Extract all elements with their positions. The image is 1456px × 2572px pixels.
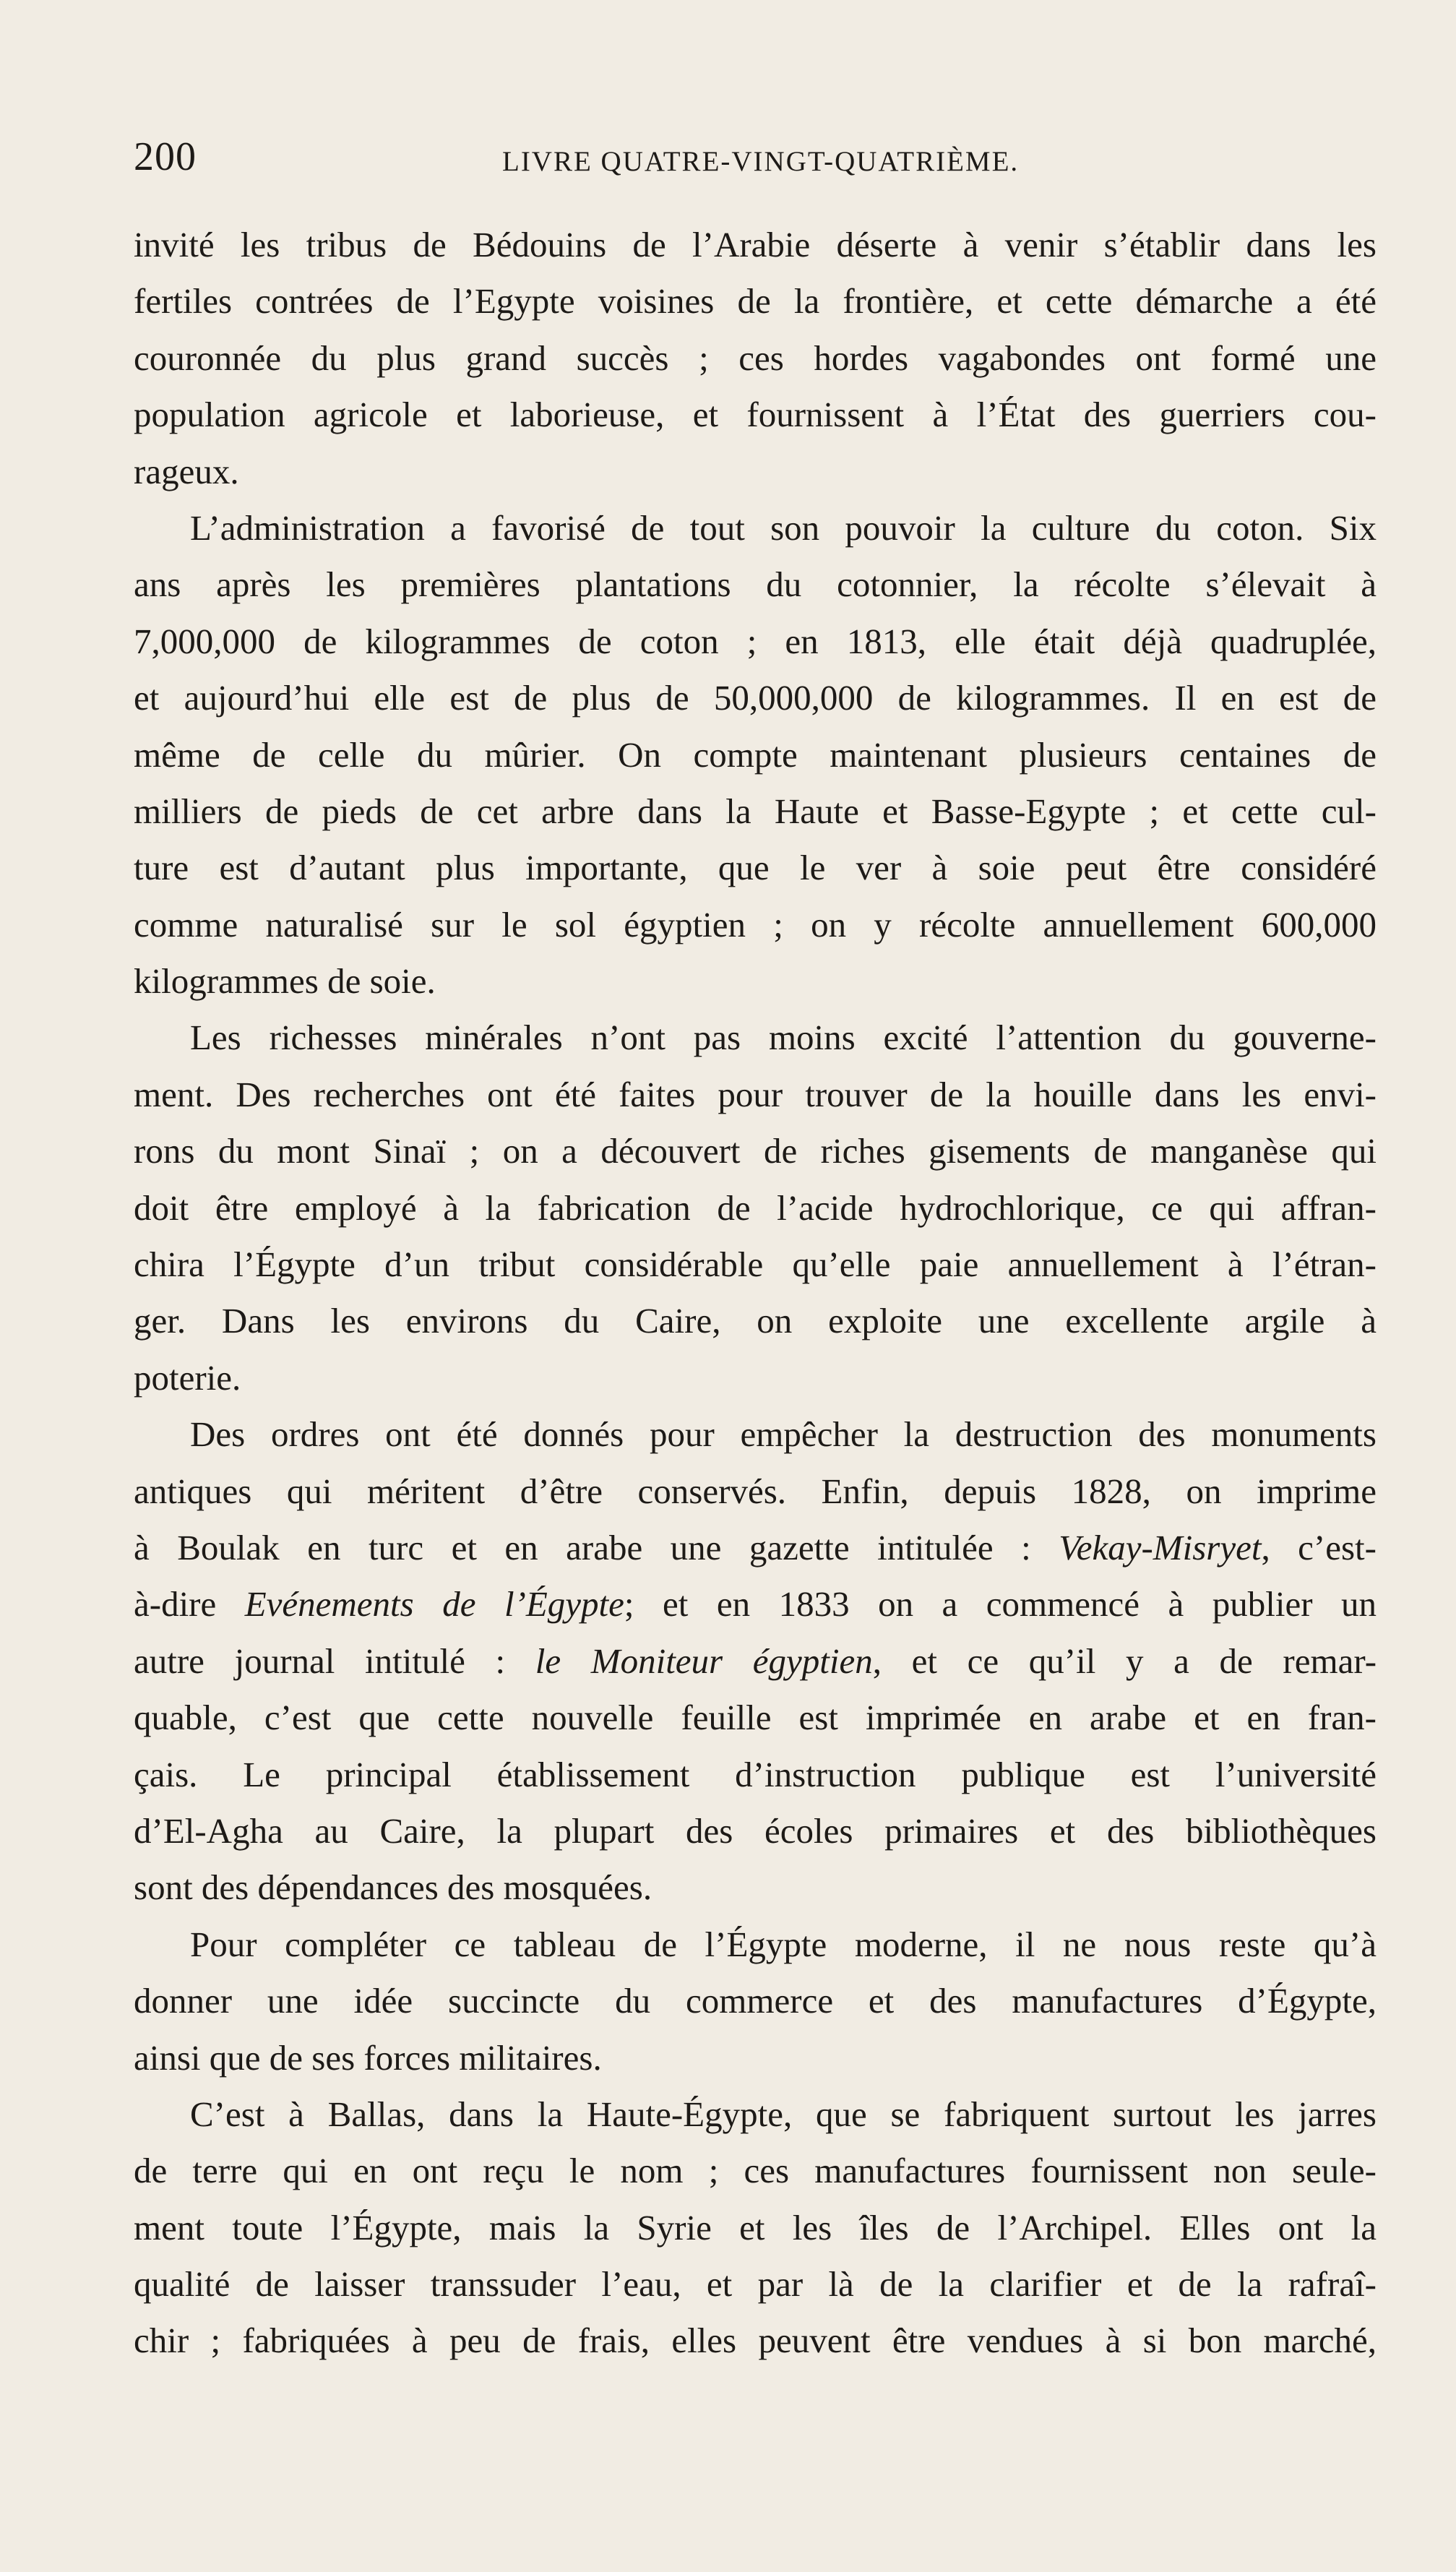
text-line-20: ger. Dans les environs du Caire, on exploite une excellente argile à xyxy=(134,1301,1377,1341)
text-line-6: L’administration a favorisé de tout son pouvoir la culture du coton. Six xyxy=(190,507,1377,548)
text-line-17: rons du mont Sinaï ; on a découvert de riches gisements de manganèse qui xyxy=(134,1131,1377,1171)
text-line-13: comme naturalisé sur le sol égyptien ; on y récolte annuellement 600,000 xyxy=(134,904,1377,945)
text-line-11: milliers de pieds de cet arbre dans la Haute et Basse-Egypte ; et cette cul- xyxy=(134,791,1377,831)
text-line-10: même de celle du mûrier. On compte maintenant plusieurs centaines de xyxy=(134,734,1377,775)
text-line-23: antiques qui méritent d’être conservés. Enfin, depuis 1828, on imprime xyxy=(134,1471,1377,1511)
page-header xyxy=(0,133,1456,191)
text-line-29: d’El-Agha au Caire, la plupart des écoles primaires et des bibliothèques xyxy=(134,1810,1377,1851)
text-line-12: ture est d’autant plus importante, que le ver à soie peut être considéré xyxy=(134,848,1377,888)
text-line-1: invité les tribus de Bédouins de l’Arabie déserte à venir s’établir dans les xyxy=(134,225,1377,264)
text-line-15: Les richesses minérales n’ont pas moins excité l’attention du gouverne- xyxy=(190,1018,1377,1058)
running-head: LIVRE QUATRE-VINGT-QUATRIÈME. xyxy=(502,146,1020,177)
text-line-37: qualité de laisser transsuder l’eau, et par là de la clarifier et de la rafraî- xyxy=(134,2264,1377,2305)
text-line-14: kilogrammes de soie. xyxy=(134,961,436,1002)
text-line-24: à Boulak en turc et en arabe une gazette intitulée : Vekay-Misryet, c’est- xyxy=(134,1527,1377,1567)
text-line-2: fertiles contrées de l’Egypte voisines de la frontière, et cette démarche a été xyxy=(134,281,1377,322)
text-line-8: 7,000,000 de kilogrammes de coton ; en 1813, elle était déjà quadruplée, xyxy=(134,621,1377,661)
text-line-31: Pour compléter ce tableau de l’Égypte moderne, il ne nous reste qu’à xyxy=(190,1924,1377,1964)
text-line-19: chira l’Égypte d’un tribut considérable qu’elle paie annuellement à l’étran- xyxy=(134,1244,1377,1285)
page-number: 200 xyxy=(134,134,197,179)
text-line-4: population agricole et laborieuse, et fournissent à l’État des guerriers cou- xyxy=(134,395,1377,435)
italic-title: Evénements de l’Égypte xyxy=(244,1584,624,1625)
text-line-33: ainsi que de ses forces militaires. xyxy=(134,2037,602,2078)
text-line-38: chir ; fabriquées à peu de frais, elles peuvent être vendues à si bon marché, xyxy=(134,2321,1377,2361)
text-line-9: et aujourd’hui elle est de plus de 50,000,000 de kilogrammes. Il en est de xyxy=(134,678,1377,718)
italic-title: le Moniteur égyptien xyxy=(535,1640,873,1681)
text-line-16: ment. Des recherches ont été faites pour trouver de la houille dans les envi- xyxy=(134,1074,1377,1114)
text-line-18: doit être employé à la fabrication de l’acide hydrochlorique, ce qui affran- xyxy=(134,1187,1377,1228)
italic-title: Vekay-Misryet xyxy=(1059,1527,1262,1567)
text-line-25: à-dire Evénements de l’Égypte; et en 1833 on a commencé à publier un xyxy=(134,1584,1377,1625)
text-line-26: autre journal intitulé : le Moniteur égyptien, et ce qu’il y a de remar- xyxy=(134,1640,1377,1681)
text-line-7: ans après les premières plantations du cotonnier, la récolte s’élevait à xyxy=(134,564,1377,605)
body-text xyxy=(134,217,1377,2370)
text-line-35: de terre qui en ont reçu le nom ; ces manufactures fournissent non seule- xyxy=(134,2151,1377,2191)
text-line-21: poterie. xyxy=(134,1357,241,1398)
text-line-3: couronnée du plus grand succès ; ces hordes vagabondes ont formé une xyxy=(134,337,1377,378)
text-line-5: rageux. xyxy=(134,451,239,491)
text-line-22: Des ordres ont été donnés pour empêcher la destruction des monuments xyxy=(190,1414,1377,1455)
text-line-27: quable, c’est que cette nouvelle feuille est imprimée en arabe et en fran- xyxy=(134,1698,1377,1738)
text-line-30: sont des dépendances des mosquées. xyxy=(134,1867,652,1908)
text-line-32: donner une idée succincte du commerce et des manufactures d’Égypte, xyxy=(134,1981,1377,2021)
text-line-34: C’est à Ballas, dans la Haute-Égypte, que se fabriquent surtout les jarres xyxy=(190,2094,1377,2134)
text-line-36: ment toute l’Égypte, mais la Syrie et les îles de l’Archipel. Elles ont la xyxy=(134,2207,1377,2248)
text-line-28: çais. Le principal établissement d’instruction publique est l’université xyxy=(134,1754,1377,1794)
